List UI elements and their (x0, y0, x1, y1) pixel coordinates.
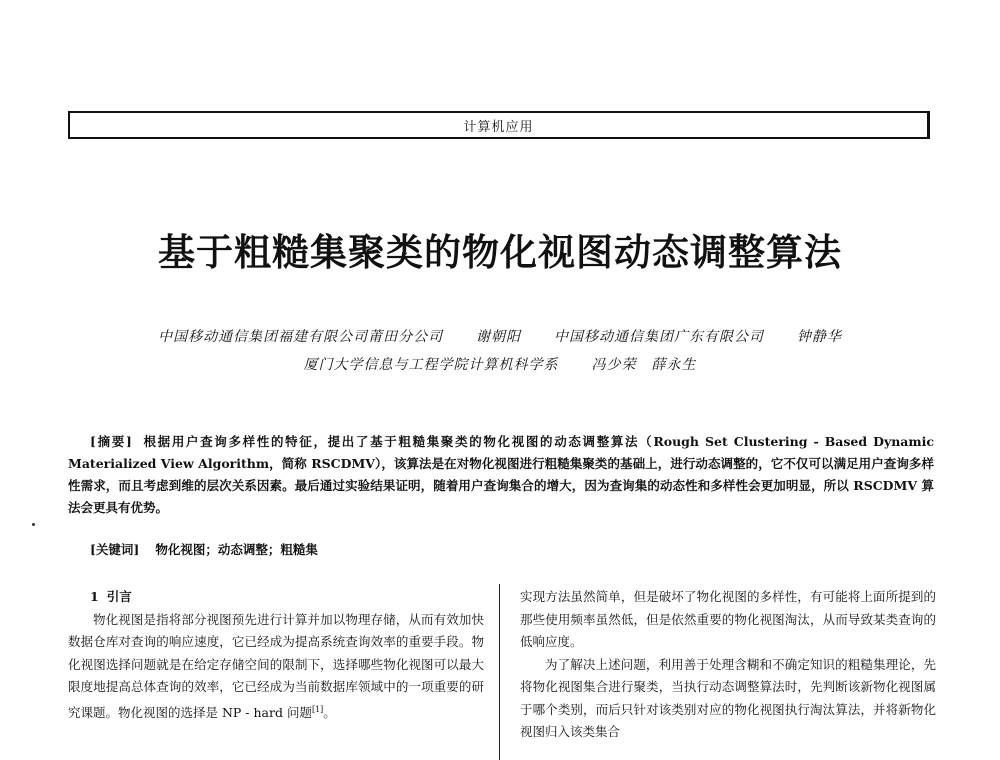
affiliation-1: 中国移动通信集团福建有限公司莆田分公司 (158, 329, 444, 345)
author-2: 钟静华 (796, 329, 842, 345)
author-line-1 (0, 326, 1000, 346)
intro-text: 物化视图是指将部分视图预先进行计算并加以物理存储，从而有效加快数据仓库对查询的响应速度，它已经成为提高系统查询效率的重要手段。物化视图选择问题就是在给定存储空间的限制下，选择哪些物化视图可以最大限度地提高总体查询的效率，它已经成为当前数据库领域中的一项重要的研究课题。物化视图的选择是 NP - hard 问题 (68, 611, 484, 720)
abstract (68, 431, 934, 519)
citation-ref: [1] (311, 704, 324, 714)
intro-text-end: 。 (323, 704, 336, 720)
keywords (90, 540, 318, 558)
affiliation-3: 厦门大学信息与工程学院计算机科学系 (303, 357, 559, 373)
author-1: 谢朝阳 (476, 329, 522, 345)
right-column (520, 586, 936, 744)
affiliation-2: 中国移动通信集团广东有限公司 (553, 329, 764, 345)
keywords-text: 物化视图；动态调整；粗糙集 (155, 542, 318, 557)
section-title: 引言 (106, 589, 132, 604)
abstract-text: 根据用户查询多样性的特征，提出了基于粗糙集聚类的物化视图的动态调整算法（Rough Set Clustering - Based Dynamic Materialized View Algorithm，简称 RSCDMV），该算法是在对物化视图进行粗糙集聚类的基础上，进行动态调整的，它不仅可以满足用户查询多样性需求，而且考虑到维的层次关系因素。最后通过实验结果证明，随着用户查询集合的增大，因为查询集的动态性和多样性会更加明显，所以 RSCDMV 算法会更具有优势。 (68, 434, 934, 515)
section-heading (90, 586, 484, 609)
paper-title: 基于粗糙集聚类的物化视图动态调整算法 (158, 230, 842, 274)
scan-speck (32, 523, 35, 526)
abstract-label: [摘要] (90, 434, 132, 449)
keywords-label: [关键词] (90, 542, 140, 557)
author-line-2 (0, 354, 1000, 374)
left-column (68, 586, 484, 724)
section-number: 1 (90, 589, 99, 604)
journal-section-header (68, 111, 930, 139)
authors-3: 冯少荣 薛永生 (591, 357, 697, 373)
column-divider (499, 584, 500, 760)
intro-paragraph (68, 609, 484, 725)
right-paragraph-1: 实现方法虽然简单，但是破坏了物化视图的多样性，有可能将上面所提到的那些使用频率虽然低，但是依然重要的物化视图淘汰，从而导致某类查询的低响应度。 (520, 589, 936, 649)
right-paragraph-2: 为了解决上述问题，利用善于处理含糊和不确定知识的粗糙集理论，先将物化视图集合进行聚类，当执行动态调整算法时，先判断该新物化视图属于哪个类别，而后只针对该类别对应的物化视图执行淘汰算法，并将新物化视图归入该类集合 (520, 656, 936, 739)
section-label: 计算机应用 (463, 119, 534, 135)
